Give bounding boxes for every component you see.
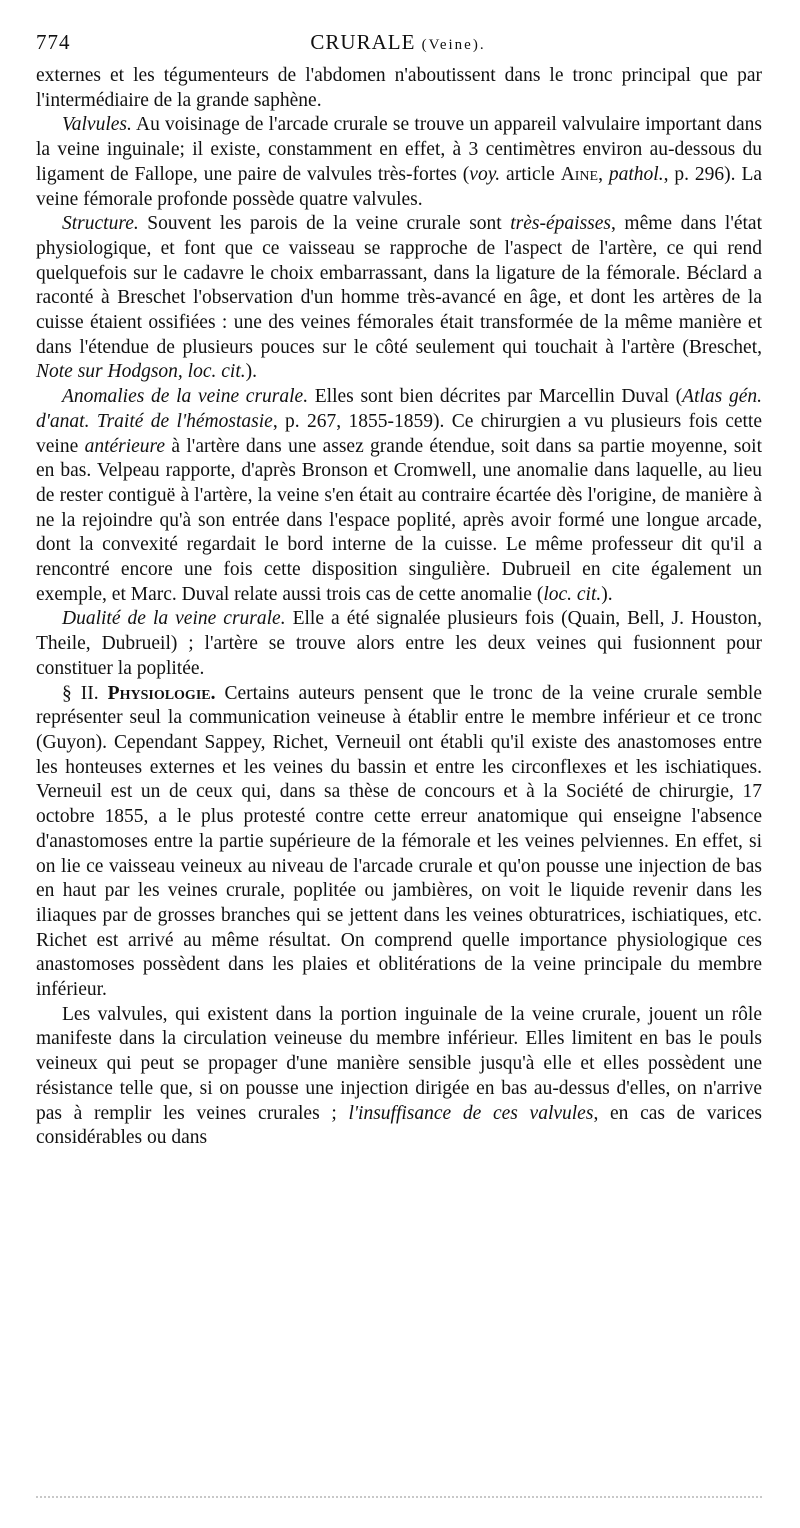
italic-text: l'insuffisance de ces valvules (348, 1102, 594, 1124)
paragraph (36, 113, 762, 212)
paragraph (36, 64, 762, 113)
paragraph-text: externes et les tégumenteurs de l'abdomen n'aboutissent dans le tronc principal que par l'intermédiaire de la grande saphène. (36, 65, 762, 111)
paragraph-text: article (500, 163, 561, 185)
paragraph (36, 607, 762, 681)
paragraph (36, 385, 762, 607)
bottom-dot-rule (36, 1486, 762, 1498)
paragraph (36, 212, 762, 385)
section-heading: Physiologie. (107, 682, 216, 704)
article-body (36, 64, 762, 1151)
italic-text: Anomalies de la veine crurale. (62, 386, 309, 408)
paragraph-text: Certains auteurs pensent que le tronc de la veine crurale semble représenter seul la communication veineuse à établir entre le membre inférieur et ce tronc (Guyon). Cependant Sappey, Richet, Verneuil ont établi qu'il existe des anastomoses entre les honteuses externes et les veines du bassin et entre les circonflexes et les ischiatiques. Verneuil est un de ceux qui, dans sa thèse de concours et à la Société de chirurgie, 17 octobre 1855, a le plus protesté contre cette erreur anatomique qui enseigne l'absence d'anastomoses entre la partie supérieure de la fémorale et les veines pelviennes. En effet, si on lie ce vaisseau veineux au niveau de l'arcade crurale et qu'on pousse une injection de bas en haut par les veines crurale, poplitée ou jambières, on voit le liquide revenir dans les iliaques par de grosses branches qui se jettent dans les veines obturatrices, ischiatiques, etc. Richet est arrivé au même résultat. On comprend quelle importance physiologique ces anastomoses possèdent dans les plaies et oblitérations de la veine principale du membre inférieur. (36, 682, 762, 1001)
paragraph-text: Elle a été signalée plusieurs fois (Quain, Bell, J. Houston, Theile, Dubrueil) ; l'artère se trouve alors entre les deux veines qui fusionnent pour constituer la poplitée. (36, 608, 762, 679)
small-caps-text: Aine (560, 163, 599, 185)
page-number: 774 (36, 30, 71, 54)
paragraph (36, 1003, 762, 1151)
paragraph-text: ). (245, 361, 257, 383)
paragraph-text: Au voisinage de l'arcade crurale se trouve un appareil valvulaire important dans la veine inguinale; il existe, constamment en effet, à 3 centimètres environ au-dessous du ligament de Fallope, une paire de valvules très-fortes ( (36, 114, 762, 185)
paragraph-text: , p. 267, 1855-1859). Ce chirurgien a vu plusieurs fois cette veine (36, 410, 763, 457)
italic-text: antérieure (84, 435, 166, 457)
italic-text: Valvules. (62, 114, 132, 136)
italic-text: pathol. (608, 163, 664, 185)
italic-text: Dualité de la veine crurale. (62, 608, 286, 630)
italic-text: loc. cit. (543, 583, 602, 605)
paragraph-text: à l'artère dans une assez grande étendue, soit dans sa partie moyenne, soit en bas. Velpeau rapporte, d'après Bronson et Cromwell, une anomalie dans laquelle, au lieu de rester contiguë à l'artère, la veine s'en était au contraire écartée dès l'origine, de manière à ne la rejoindre qu'à son entrée dans l'espace poplité, après avoir formé une longue arcade, dont la convexité regardait le bord interne de la cuisse. Le même professeur dit qu'il a rencontré encore une fois cette disposition singulière. Dubrueil en cite également un exemple, et Marc. Duval relate aussi trois cas de cette anomalie ( (36, 435, 762, 605)
paragraph-text: ). (601, 583, 613, 605)
italic-text: très-épaisses (510, 213, 611, 235)
paragraph-text: , (598, 163, 609, 185)
italic-text: Note sur Hodgson, loc. cit. (36, 361, 246, 383)
paragraph-text: Elles sont bien décrites par Marcellin Duval ( (308, 386, 683, 408)
running-title-main: CRURALE (310, 30, 416, 54)
paragraph-text: § II. (62, 682, 108, 704)
running-title-paren: (Veine). (421, 37, 486, 53)
italic-text: Structure. (62, 213, 139, 235)
paragraph-text: , même dans l'état physiologique, et font que ce vaisseau se rapproche de l'aspect de l'artère, ce qui rend quelquefois sur le cadavre le choix embarrassant, dans la ligature de la fémorale. Béclard a raconté à Breschet l'observation d'un homme très-avancé en âge, et dont les artères de la cuisse étaient ossifiées : une des veines fémorales était transformée de la même manière et dans l'étendue de plusieurs pouces sur le côté seulement qui touchait à l'artère (Breschet, (36, 213, 762, 358)
italic-text: voy. (469, 163, 501, 185)
paragraph-text: , p. 296). La veine fémorale profonde possède quatre valvules. (36, 163, 763, 210)
paragraph (36, 682, 762, 1003)
paragraph-text: Souvent les parois de la veine crurale sont (138, 213, 511, 235)
paragraph-text: , en cas de varices considérables ou dans (36, 1102, 762, 1149)
italic-text: Atlas gén. d'anat. Traité de l'hémostasie (36, 386, 762, 432)
running-title (36, 30, 760, 55)
paragraph-text: Les valvules, qui existent dans la portion inguinale de la veine crurale, jouent un rôle manifeste dans la circulation veineuse du membre inférieur. Elles limitent en bas le pouls veineux qui peut se propager d'une manière sensible jusqu'à elle et elles possèdent une résistance telle que, si on pousse une injection dirigée en bas au-dessus d'elles, on n'arrive pas à remplir les veines crurales ; (36, 1003, 762, 1124)
running-header (36, 24, 760, 60)
